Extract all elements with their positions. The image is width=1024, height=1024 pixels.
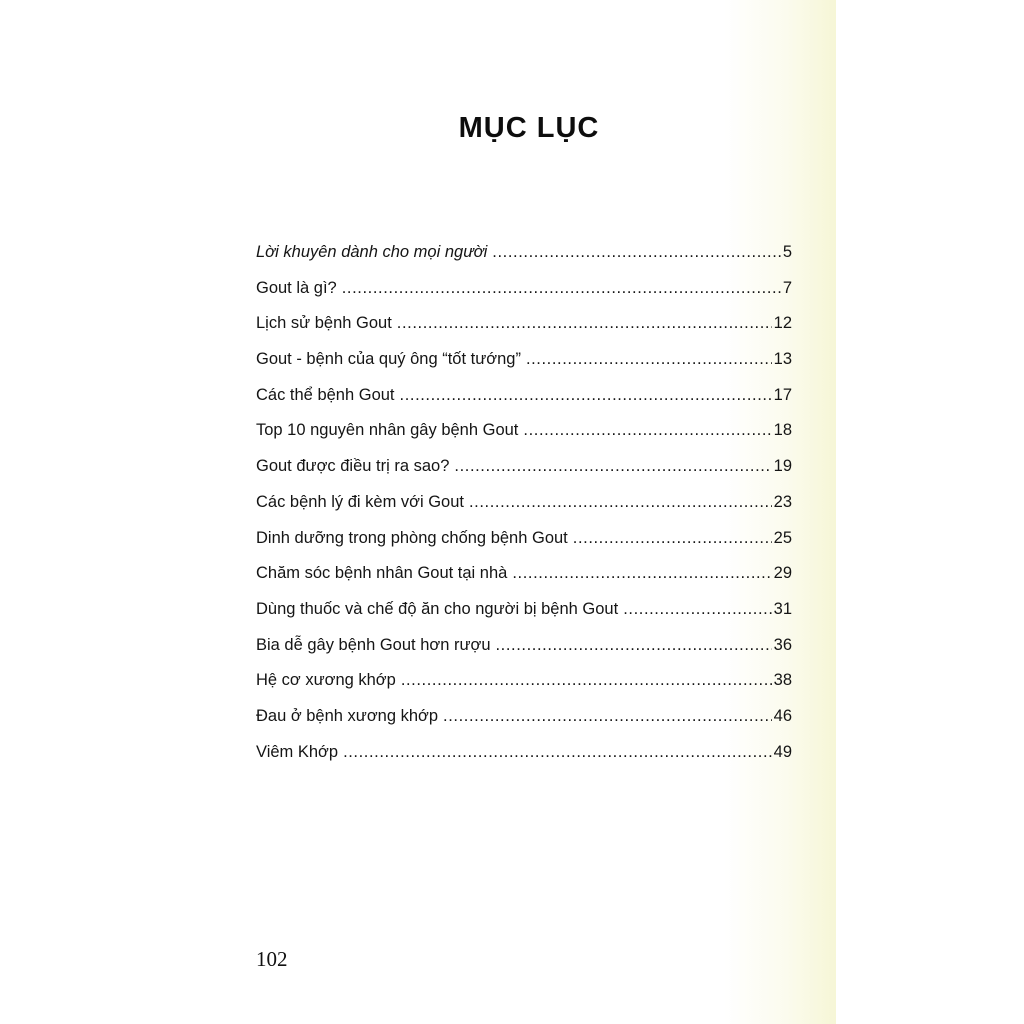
toc-entry-label: Gout - bệnh của quý ông “tốt tướng” [256,350,521,369]
toc-entry [256,455,792,491]
dot-leader [469,491,772,513]
page-margin [836,0,1024,1024]
toc-entry [256,705,792,741]
toc-entry-page: 7 [782,278,792,297]
toc-entry [256,741,792,777]
toc-entry-label: Gout là gì? [256,278,337,297]
toc-entry-label: Các bệnh lý đi kèm với Gout [256,492,464,511]
toc-entry [256,598,792,634]
toc-entry-page: 31 [773,599,792,618]
dot-leader [523,419,771,441]
table-of-contents [256,241,792,776]
dot-leader [443,705,772,727]
dot-leader [401,669,772,691]
toc-entry [256,669,792,705]
toc-entry-label: Viêm Khớp [256,742,339,761]
toc-entry-page: 13 [773,350,792,369]
toc-entry-page: 36 [773,635,792,654]
dot-leader [342,277,781,299]
dot-leader [397,312,772,334]
toc-entry-label: Dùng thuốc và chế độ ăn cho người bị bệnh Gout [256,599,619,618]
toc-entry-page: 18 [773,421,792,440]
toc-entry [256,241,792,277]
dot-leader [496,634,772,656]
dot-leader [526,348,772,370]
toc-entry-label: Top 10 nguyên nhân gây bệnh Gout [256,421,519,440]
page-number: 102 [256,947,288,971]
toc-entry-page: 49 [773,742,792,761]
toc-entry-label: Bia dễ gây bệnh Gout hơn rượu [256,635,491,654]
toc-entry-page: 46 [773,706,792,725]
toc-entry-page: 19 [773,457,792,476]
toc-entry-page: 23 [773,492,792,511]
toc-entry-label: Lời khuyên dành cho mọi người [256,243,488,261]
page-title: MỤC LỤC [458,112,600,144]
toc-entry [256,491,792,527]
dot-leader [573,527,772,549]
toc-entry [256,527,792,563]
toc-entry-page: 12 [773,314,792,333]
toc-entry [256,562,792,598]
toc-entry-page: 38 [773,671,792,690]
toc-entry-page: 17 [773,385,792,404]
dot-leader [400,384,772,406]
toc-entry-label: Gout được điều trị ra sao? [256,457,450,476]
toc-entry-label: Lịch sử bệnh Gout [256,314,392,333]
toc-entry [256,634,792,670]
toc-entry-label: Dinh dưỡng trong phòng chống bệnh Gout [256,528,568,547]
dot-leader [492,241,781,263]
dot-leader [454,455,771,477]
toc-entry-page: 5 [782,243,792,261]
toc-entry-label: Chăm sóc bệnh nhân Gout tại nhà [256,564,508,583]
toc-entry-label: Các thể bệnh Gout [256,385,395,404]
dot-leader [512,562,771,584]
dot-leader [343,741,772,763]
toc-entry-page: 29 [773,564,792,583]
toc-entry [256,348,792,384]
dot-leader [623,598,771,620]
toc-entry-page: 25 [773,528,792,547]
toc-entry [256,384,792,420]
toc-entry-label: Đau ở bệnh xương khớp [256,706,439,725]
toc-entry [256,277,792,313]
toc-entry [256,312,792,348]
toc-entry [256,419,792,455]
toc-entry-label: Hệ cơ xương khớp [256,671,396,690]
